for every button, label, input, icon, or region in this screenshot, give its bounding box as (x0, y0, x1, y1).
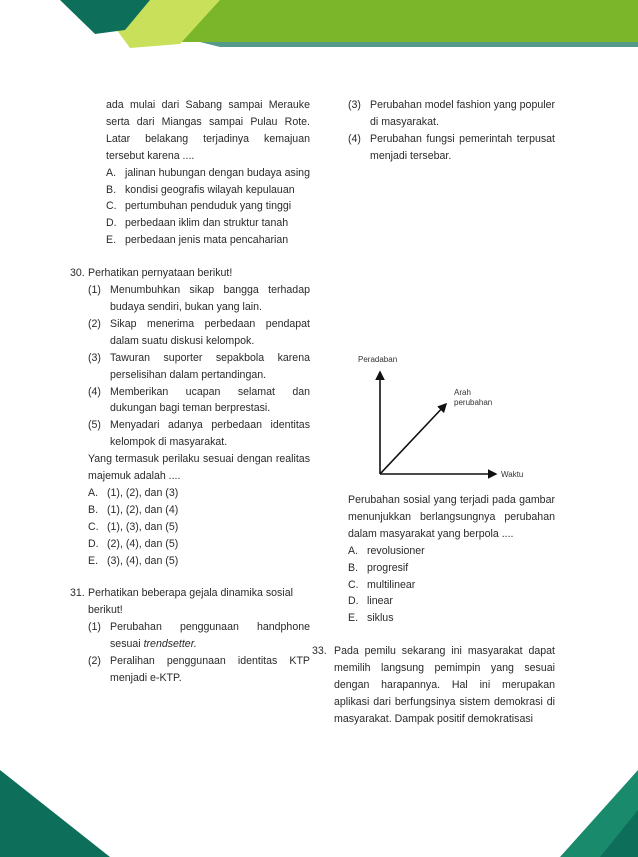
statement-3: (3) Tawuran suporter sepakbola karena perselisihan dalam pertandingan. (88, 351, 310, 381)
right-column-lower (312, 492, 555, 728)
option-a[interactable]: A. revolusioner (348, 544, 425, 557)
arrow-label: Arah (454, 388, 471, 397)
question-text: Pada pemilu sekarang ini masyarakat dapat memilih langsung pemimpin yang sesuai dengan harapannya. Hal ini merupakan aplikasi dari berfungsinya sistem demokrasi di masyarakat. Dampak positif demokratisasi (334, 645, 555, 725)
question-32 (330, 492, 555, 627)
statement-4: (4) Perubahan fungsi pemerintah terpusat menjadi tersebar. (348, 132, 555, 162)
question-stem: Perhatikan beberapa gejala dinamika sosial berikut! (88, 587, 293, 617)
option-d[interactable]: D. perbedaan iklim dan struktur tanah (106, 217, 289, 230)
social-change-diagram (356, 352, 556, 484)
option-c[interactable]: C. pertumbuhan penduduk yang tinggi (106, 200, 292, 213)
question-stem: Perhatikan pernyataan berikut! (88, 267, 233, 280)
header-decoration (0, 0, 638, 60)
statement-3: (3) Perubahan model fashion yang populer di masyarakat. (348, 99, 555, 128)
right-column (330, 97, 555, 165)
statement-4: (4) Memberikan ucapan selamat dan dukungan bagi teman berprestasi. (88, 385, 310, 415)
option-e[interactable]: E. (3), (4), dan (5) (88, 554, 179, 567)
y-axis-label: Peradaban (358, 355, 398, 364)
option-e[interactable]: E. perbedaan jenis mata pencaharian (106, 234, 289, 247)
question-number: 33. (312, 645, 327, 658)
arrow-label: perubahan (454, 398, 493, 407)
option-b[interactable]: B. kondisi geografis wilayah kepulauan (106, 183, 295, 196)
statement-5: (5) Menyadari adanya perbedaan identitas kelompok di masyarakat. (88, 419, 310, 449)
question-number: 30. (70, 267, 85, 280)
option-c[interactable]: C. multilinear (348, 578, 416, 591)
statement-1: (1) Menumbuhkan sikap bangga terhadap budaya sendiri, bukan yang lain. (88, 284, 310, 313)
x-axis-label: Waktu (501, 470, 524, 479)
option-d[interactable]: D. linear (348, 595, 393, 608)
left-column (70, 97, 310, 687)
question-33 (312, 643, 555, 728)
question-prompt: Perubahan sosial yang terjadi pada gambar menunjukkan berlangsungnya perubahan dalam masyarakat yang berpola .... (348, 494, 555, 540)
intro-text: ada mulai dari Sabang sampai Merauke serta dari Miangas sampai Pulau Rote. Latar belakang terjadinya kemajuan tersebut karena .... (106, 99, 310, 162)
statement-2: (2) Peralihan penggunaan identitas KTP menjadi e-KTP. (88, 655, 310, 684)
statement-1: (1) Perubahan penggunaan handphone sesuai trendsetter. (88, 621, 310, 651)
statement-2: (2) Sikap menerima perbedaan pendapat dalam suatu diskusi kelompok. (88, 317, 310, 347)
question-31 (70, 585, 310, 686)
option-c[interactable]: C. (1), (3), dan (5) (88, 520, 179, 533)
question-30 (70, 265, 310, 569)
option-d[interactable]: D. (2), (4), dan (5) (88, 537, 179, 550)
option-b[interactable]: B. (1), (2), dan (4) (88, 503, 179, 516)
footer-decoration (0, 770, 638, 857)
option-a[interactable]: A. jalinan hubungan dengan budaya asing (106, 166, 310, 179)
option-e[interactable]: E. siklus (348, 612, 394, 625)
question-number: 31. (70, 587, 85, 600)
question-prompt: Yang termasuk perilaku sesuai dengan realitas majemuk adalah .... (88, 453, 310, 483)
change-direction-arrow (380, 404, 446, 474)
option-b[interactable]: B. progresif (348, 561, 409, 574)
option-a[interactable]: A. (1), (2), dan (3) (88, 486, 179, 499)
